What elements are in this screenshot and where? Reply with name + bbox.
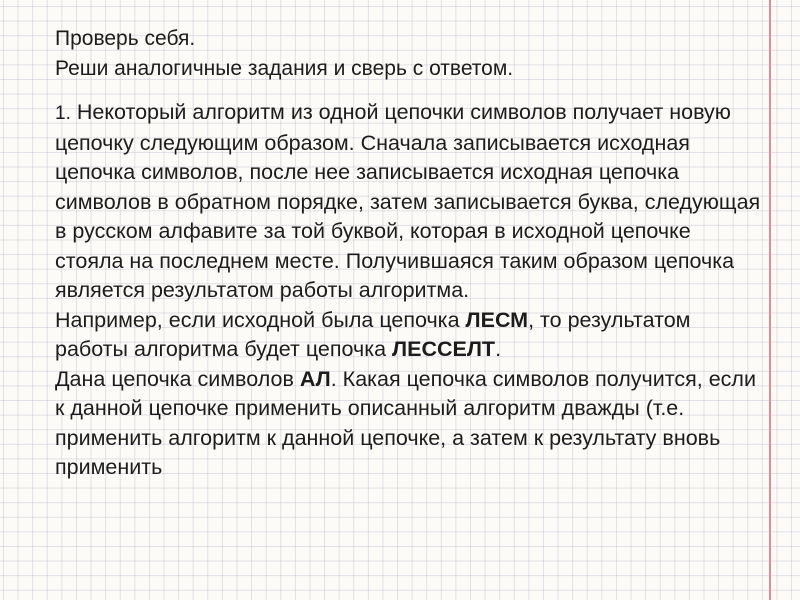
- example-prefix: Например, если исходной была цепочка: [55, 307, 460, 332]
- intro-line-instruction: Реши аналогичные задания и сверь с ответом.: [55, 57, 514, 80]
- question-prefix: Дана цепочка символов: [55, 366, 294, 391]
- example-output-string: ЛЕССЕЛТ: [392, 337, 496, 361]
- notebook-margin-line: [769, 0, 771, 600]
- example-middle: , то результатом работы алгоритма будет цепочка: [55, 307, 691, 361]
- slide-content: [55, 24, 760, 483]
- task-1: [55, 98, 765, 483]
- task-number: 1.: [55, 103, 71, 124]
- question-input-string: АЛ: [299, 366, 331, 391]
- question-text: . Какая цепочка символов получится, если к данной цепочке применить описанный алгоритм дважды (т.е. применить алгоритм к данной цепочке, а затем к результату вновь применить: [55, 366, 756, 479]
- task-description: Некоторый алгоритм из одной цепочки символов получает новую цепочку следующим образом. Сначала записывается исходная цепочка символов, после нее записывается исходная цепочка символов в обратном порядке, затем записывается буква, следующая в русском алфавите за той буквой, которая в исходной цепочке стояла на последнем месте. Получившаяся таким образом цепочка является результатом работы алгоритма.: [55, 100, 761, 302]
- example-suffix: .: [495, 337, 502, 361]
- example-input-string: ЛЕСМ: [465, 307, 529, 332]
- intro-line-check: Проверь себя.: [55, 27, 196, 50]
- intro-heading: [55, 24, 760, 84]
